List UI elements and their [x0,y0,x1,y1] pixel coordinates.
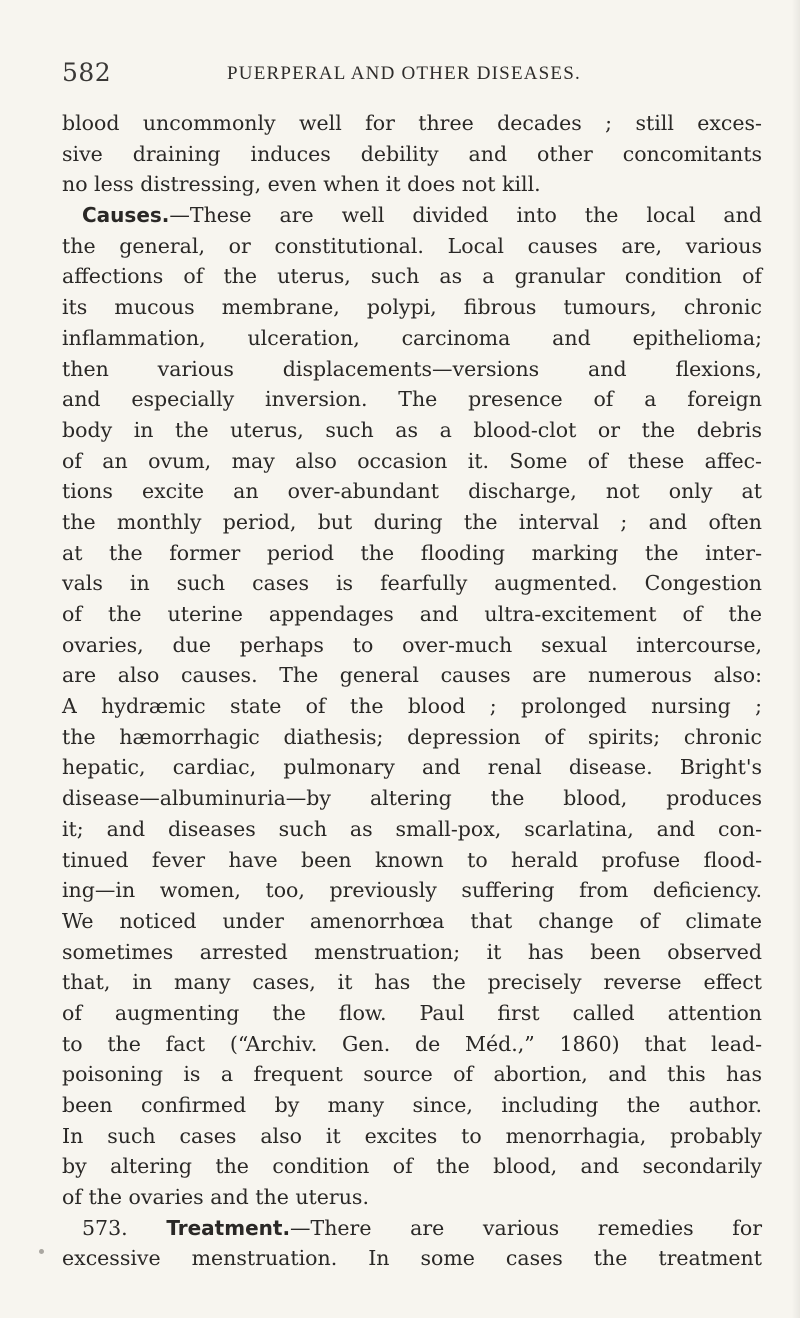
running-head: PUERPERAL AND OTHER DISEASES. [227,63,581,84]
text-line: hepatic, cardiac, pulmonary and renal disease. Bright's [62,755,762,780]
text-line: inflammation, ulceration, carcinoma and epithelioma; [62,325,762,350]
text-line: the hæmorrhagic diathesis; depression of spirits; chronic [62,724,762,749]
text-line: of augmenting the flow. Paul first called attention [62,1000,762,1025]
text-line: ovaries, due perhaps to over-much sexual intercourse, [62,632,762,657]
text-line: of the uterine appendages and ultra-excitement of the [62,602,762,626]
text-line: by altering the condition of the blood, and secondarily [62,1154,762,1179]
page-number: 582 [62,58,112,87]
text-line: tinued fever have been known to herald profuse flood- [62,847,762,872]
text-line: ing—in women, too, previously suffering from deficiency. [62,878,762,903]
text-line: A hydræmic state of the blood ; prolonged nursing ; [62,694,762,719]
page-header [62,58,742,98]
text-line: are also causes. The general causes are numerous also: [62,663,762,688]
text-line: no less distressing, even when it does not kill. [62,172,541,197]
text-line: it; and diseases such as small-pox, scarlatina, and con- [62,816,762,841]
text-line: the general, or constitutional. Local causes are, various [62,233,762,258]
text-line: and especially inversion. The presence of a foreign [62,387,762,412]
causes-first-line-rest: —These are well divided into the local and [169,203,762,228]
text-line: body in the uterus, such as a blood-clot or the debris [62,417,762,442]
text-line: poisoning is a frequent source of abortion, and this has [62,1062,762,1087]
text-line: tions excite an over-abundant discharge, not only at [62,479,762,504]
paper-spot [39,1249,44,1254]
text-line: been confirmed by many since, including the author. [62,1093,762,1117]
text-line: to the fact (“Archiv. Gen. de Méd.,” 1860) that lead- [62,1031,762,1056]
treatment-first-line-rest: —There are various remedies for [290,1215,762,1240]
treatment-heading: Treatment. [166,1215,291,1240]
text-line: then various displacements—versions and flexions, [62,356,762,381]
treatment-first-line [62,1213,762,1244]
text-line: its mucous membrane, polypi, fibrous tumours, chronic [62,295,762,320]
text-line: of the ovaries and the uterus. [62,1185,369,1210]
section-number: 573. [82,1215,128,1240]
text-line: excessive menstruation. In some cases the treatment [62,1246,762,1271]
text-line: disease—albuminuria—by altering the blood, produces [62,786,762,811]
text-line: In such cases also it excites to menorrhagia, probably [62,1123,762,1148]
text-line: We noticed under amenorrhœa that change of climate [62,908,762,933]
text-line: sive draining induces debility and other concomitants [62,141,762,166]
text-line: that, in many cases, it has the precisely reverse effect [62,970,762,995]
body-text [62,108,762,1274]
causes-first-line [62,200,762,231]
causes-heading: Causes. [82,203,170,228]
page-edge-shadow [792,0,800,1318]
text-line: the monthly period, but during the interval ; and often [62,509,762,534]
text-line: at the former period the flooding marking the inter- [62,540,762,565]
text-line: affections of the uterus, such as a granular condition of [62,264,762,289]
text-line: sometimes arrested menstruation; it has been observed [62,939,762,964]
text-line: blood uncommonly well for three decades ; still exces- [62,111,762,135]
text-line: vals in such cases is fearfully augmented. Congestion [62,571,762,596]
text-line: of an ovum, may also occasion it. Some of these affec- [62,448,762,473]
